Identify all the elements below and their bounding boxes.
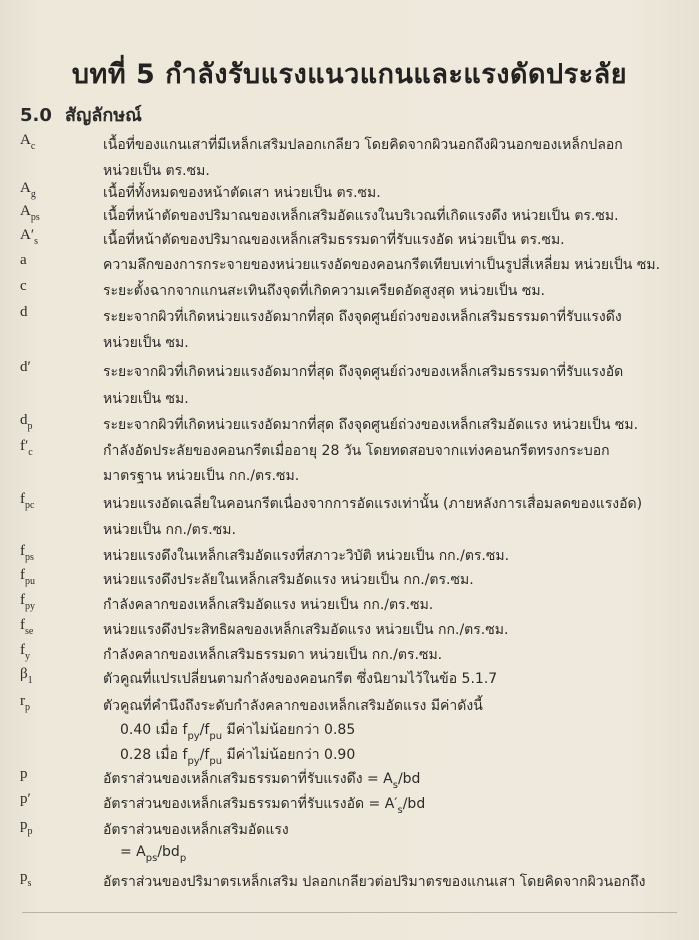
definition-line: หน่วยแรงดึงประสิทธิผลของเหล็กเสริมอัดแรง หน่วยเป็น กก./ตร.ซม. [103, 622, 509, 638]
definition-line: หน่วยเป็น ตร.ซม. [103, 163, 210, 179]
symbol: p′ [20, 791, 31, 807]
symbol: $p_s$ [20, 869, 32, 889]
symbol-subscript: pu [25, 576, 35, 587]
symbol: $A_{ps}$ [20, 203, 40, 223]
symbol-subscript: p [27, 421, 33, 432]
subscript: pu [209, 731, 223, 742]
definition-line: = $A_{ps}/bd_p$ [120, 844, 187, 864]
section-title: สัญลักษณ์ [65, 105, 142, 126]
footnote-divider [22, 912, 677, 913]
symbol-subscript: c [30, 141, 36, 152]
subscript: pu [209, 756, 223, 767]
definition-line: เนื้อที่ทั้งหมดของหน้าตัดเสา หน่วยเป็น ตร.ซม. [103, 185, 381, 201]
symbol: $f_{ps}$ [20, 543, 34, 563]
symbol-subscript: y [25, 651, 30, 662]
definition-line: ตัวคูณที่คำนึงถึงระดับกำลังคลากของเหล็กเสริมอัดแรง มีค่าดังนี้ [103, 698, 483, 714]
definition-line: อัตราส่วนของเหล็กเสริมธรรมดาที่รับแรงอัด = $A'_s/bd$ [103, 796, 426, 816]
subscript: py [187, 731, 200, 742]
definition-line: หน่วยเป็น ซม. [103, 335, 189, 351]
definition-line: ตัวคูณที่แปรเปลี่ยนตามกำลังของคอนกรีต ซึ่งนิยามไว้ในข้อ 5.1.7 [103, 671, 498, 687]
symbol-subscript: s [34, 236, 39, 247]
symbol-subscript: ps [30, 212, 40, 223]
symbol: $A_g$ [20, 180, 36, 200]
subscript: py [187, 756, 200, 767]
definition-line: มาตรฐาน หน่วยเป็น กก./ตร.ซม. [103, 468, 300, 484]
definition-line: เนื้อที่หน้าตัดของปริมาณของเหล็กเสริมธรรมดาที่รับแรงอัด หน่วยเป็น ตร.ซม. [103, 232, 565, 248]
definition-line: หน่วยเป็น ซม. [103, 391, 189, 407]
subscript: p [179, 853, 187, 864]
symbol-subscript: c [28, 447, 33, 458]
section-heading [20, 100, 142, 129]
symbol-subscript: p [27, 826, 33, 837]
definition-line: 0.40 เมื่อ $f_{py}/f_{pu}$ มีค่าไม่น้อยกว่า 0.85 [120, 722, 356, 742]
symbol: $d_p$ [20, 412, 33, 432]
definition-line: ระยะจากผิวที่เกิดหน่วยแรงอัดมากที่สุด ถึงจุดศูนย์ถ่วงของเหล็กเสริมธรรมดาที่รับแรงอัด [103, 364, 624, 380]
definition-line: กำลังคลากของเหล็กเสริมอัดแรง หน่วยเป็น กก./ตร.ซม. [103, 597, 434, 613]
symbol: d [20, 304, 28, 320]
section-number: 5.0 [20, 105, 52, 126]
subscript: ps [145, 853, 158, 864]
definition-line: อัตราส่วนของเหล็กเสริมอัดแรง [103, 822, 289, 838]
subscript: s [392, 780, 398, 791]
definition-line: หน่วยแรงอัดเฉลี่ยในคอนกรีตเนื่องจากการอัดแรงเท่านั้น (ภายหลังการเสื่อมลดของแรงอัด) [103, 496, 643, 512]
definition-line: หน่วยแรงดึงในเหล็กเสริมอัดแรงที่สภาวะวิบัติ หน่วยเป็น กก./ตร.ซม. [103, 548, 510, 564]
symbol: $A_c$ [20, 132, 36, 152]
chapter-title: บทที่ 5 กำลังรับแรงแนวแกนและแรงดัดประลัย [71, 59, 628, 90]
symbol: $p_p$ [20, 817, 33, 837]
symbol: d′ [20, 359, 31, 375]
symbol-subscript: se [25, 626, 34, 637]
symbol: $f'_c$ [20, 438, 33, 458]
definition-line: 0.28 เมื่อ $f_{py}/f_{pu}$ มีค่าไม่น้อยกว่า 0.90 [120, 747, 356, 767]
symbol: p [20, 766, 28, 782]
symbol-subscript: 1 [27, 675, 33, 686]
definition-line: อัตราส่วนของเหล็กเสริมธรรมดาที่รับแรงดึง = $A_s/bd$ [103, 771, 421, 791]
definition-line: ระยะตั้งฉากจากแกนสะเทินถึงจุดที่เกิดความเครียดอัดสูงสุด หน่วยเป็น ซม. [103, 283, 545, 299]
symbol: $r_p$ [20, 693, 30, 713]
symbol-subscript: py [25, 601, 35, 612]
symbol: $A'_s$ [20, 227, 39, 247]
definition-line: กำลังอัดประลัยของคอนกรีตเมื่ออายุ 28 วัน โดยทดสอบจากแท่งคอนกรีตทรงกระบอก [103, 443, 610, 459]
subscript: s [397, 805, 403, 816]
symbol: $f_y$ [20, 642, 30, 662]
definition-line: ระยะจากผิวที่เกิดหน่วยแรงอัดมากที่สุด ถึงจุดศูนย์ถ่วงของเหล็กเสริมธรรมดาที่รับแรงดึง [103, 309, 622, 325]
symbol: $f_{pu}$ [20, 567, 35, 587]
symbol: $f_{py}$ [20, 592, 35, 612]
symbol: $f_{pc}$ [20, 491, 35, 511]
definition-line: ระยะจากผิวที่เกิดหน่วยแรงอัดมากที่สุด ถึงจุดศูนย์ถ่วงของเหล็กเสริมอัดแรง หน่วยเป็น ซม. [103, 417, 639, 433]
definition-line: กำลังคลากของเหล็กเสริมธรรมดา หน่วยเป็น กก./ตร.ซม. [103, 647, 443, 663]
definition-line: เนื้อที่หน้าตัดของปริมาณของเหล็กเสริมอัดแรงในบริเวณที่เกิดแรงดึง หน่วยเป็น ตร.ซม. [103, 208, 619, 224]
symbol-subscript: p [25, 702, 30, 713]
symbol: a [20, 252, 27, 268]
symbol-subscript: pc [25, 500, 35, 511]
symbol-subscript: ps [25, 552, 34, 563]
definition-line: เนื้อที่ของแกนเสาที่มีเหล็กเสริมปลอกเกลียว โดยคิดจากผิวนอกถึงผิวนอกของเหล็กปลอก [103, 137, 623, 153]
definition-line: ความลึกของการกระจายของหน่วยแรงอัดของคอนกรีตเทียบเท่าเป็นรูปสี่เหลี่ยม หน่วยเป็น ซม. [103, 257, 661, 273]
symbol-subscript: s [27, 878, 32, 889]
symbol: $f_{se}$ [20, 617, 34, 637]
definition-line: อัตราส่วนของปริมาตรเหล็กเสริม ปลอกเกลียวต่อปริมาตรของแกนเสา โดยคิดจากผิวนอกถึง [103, 874, 646, 890]
definition-line: หน่วยเป็น กก./ตร.ซม. [103, 522, 236, 538]
symbol-subscript: g [30, 189, 36, 200]
symbol: $\beta_1$ [20, 666, 33, 686]
symbol: c [20, 278, 27, 294]
definition-line: หน่วยแรงดึงประลัยในเหล็กเสริมอัดแรง หน่วยเป็น กก./ตร.ซม. [103, 572, 474, 588]
